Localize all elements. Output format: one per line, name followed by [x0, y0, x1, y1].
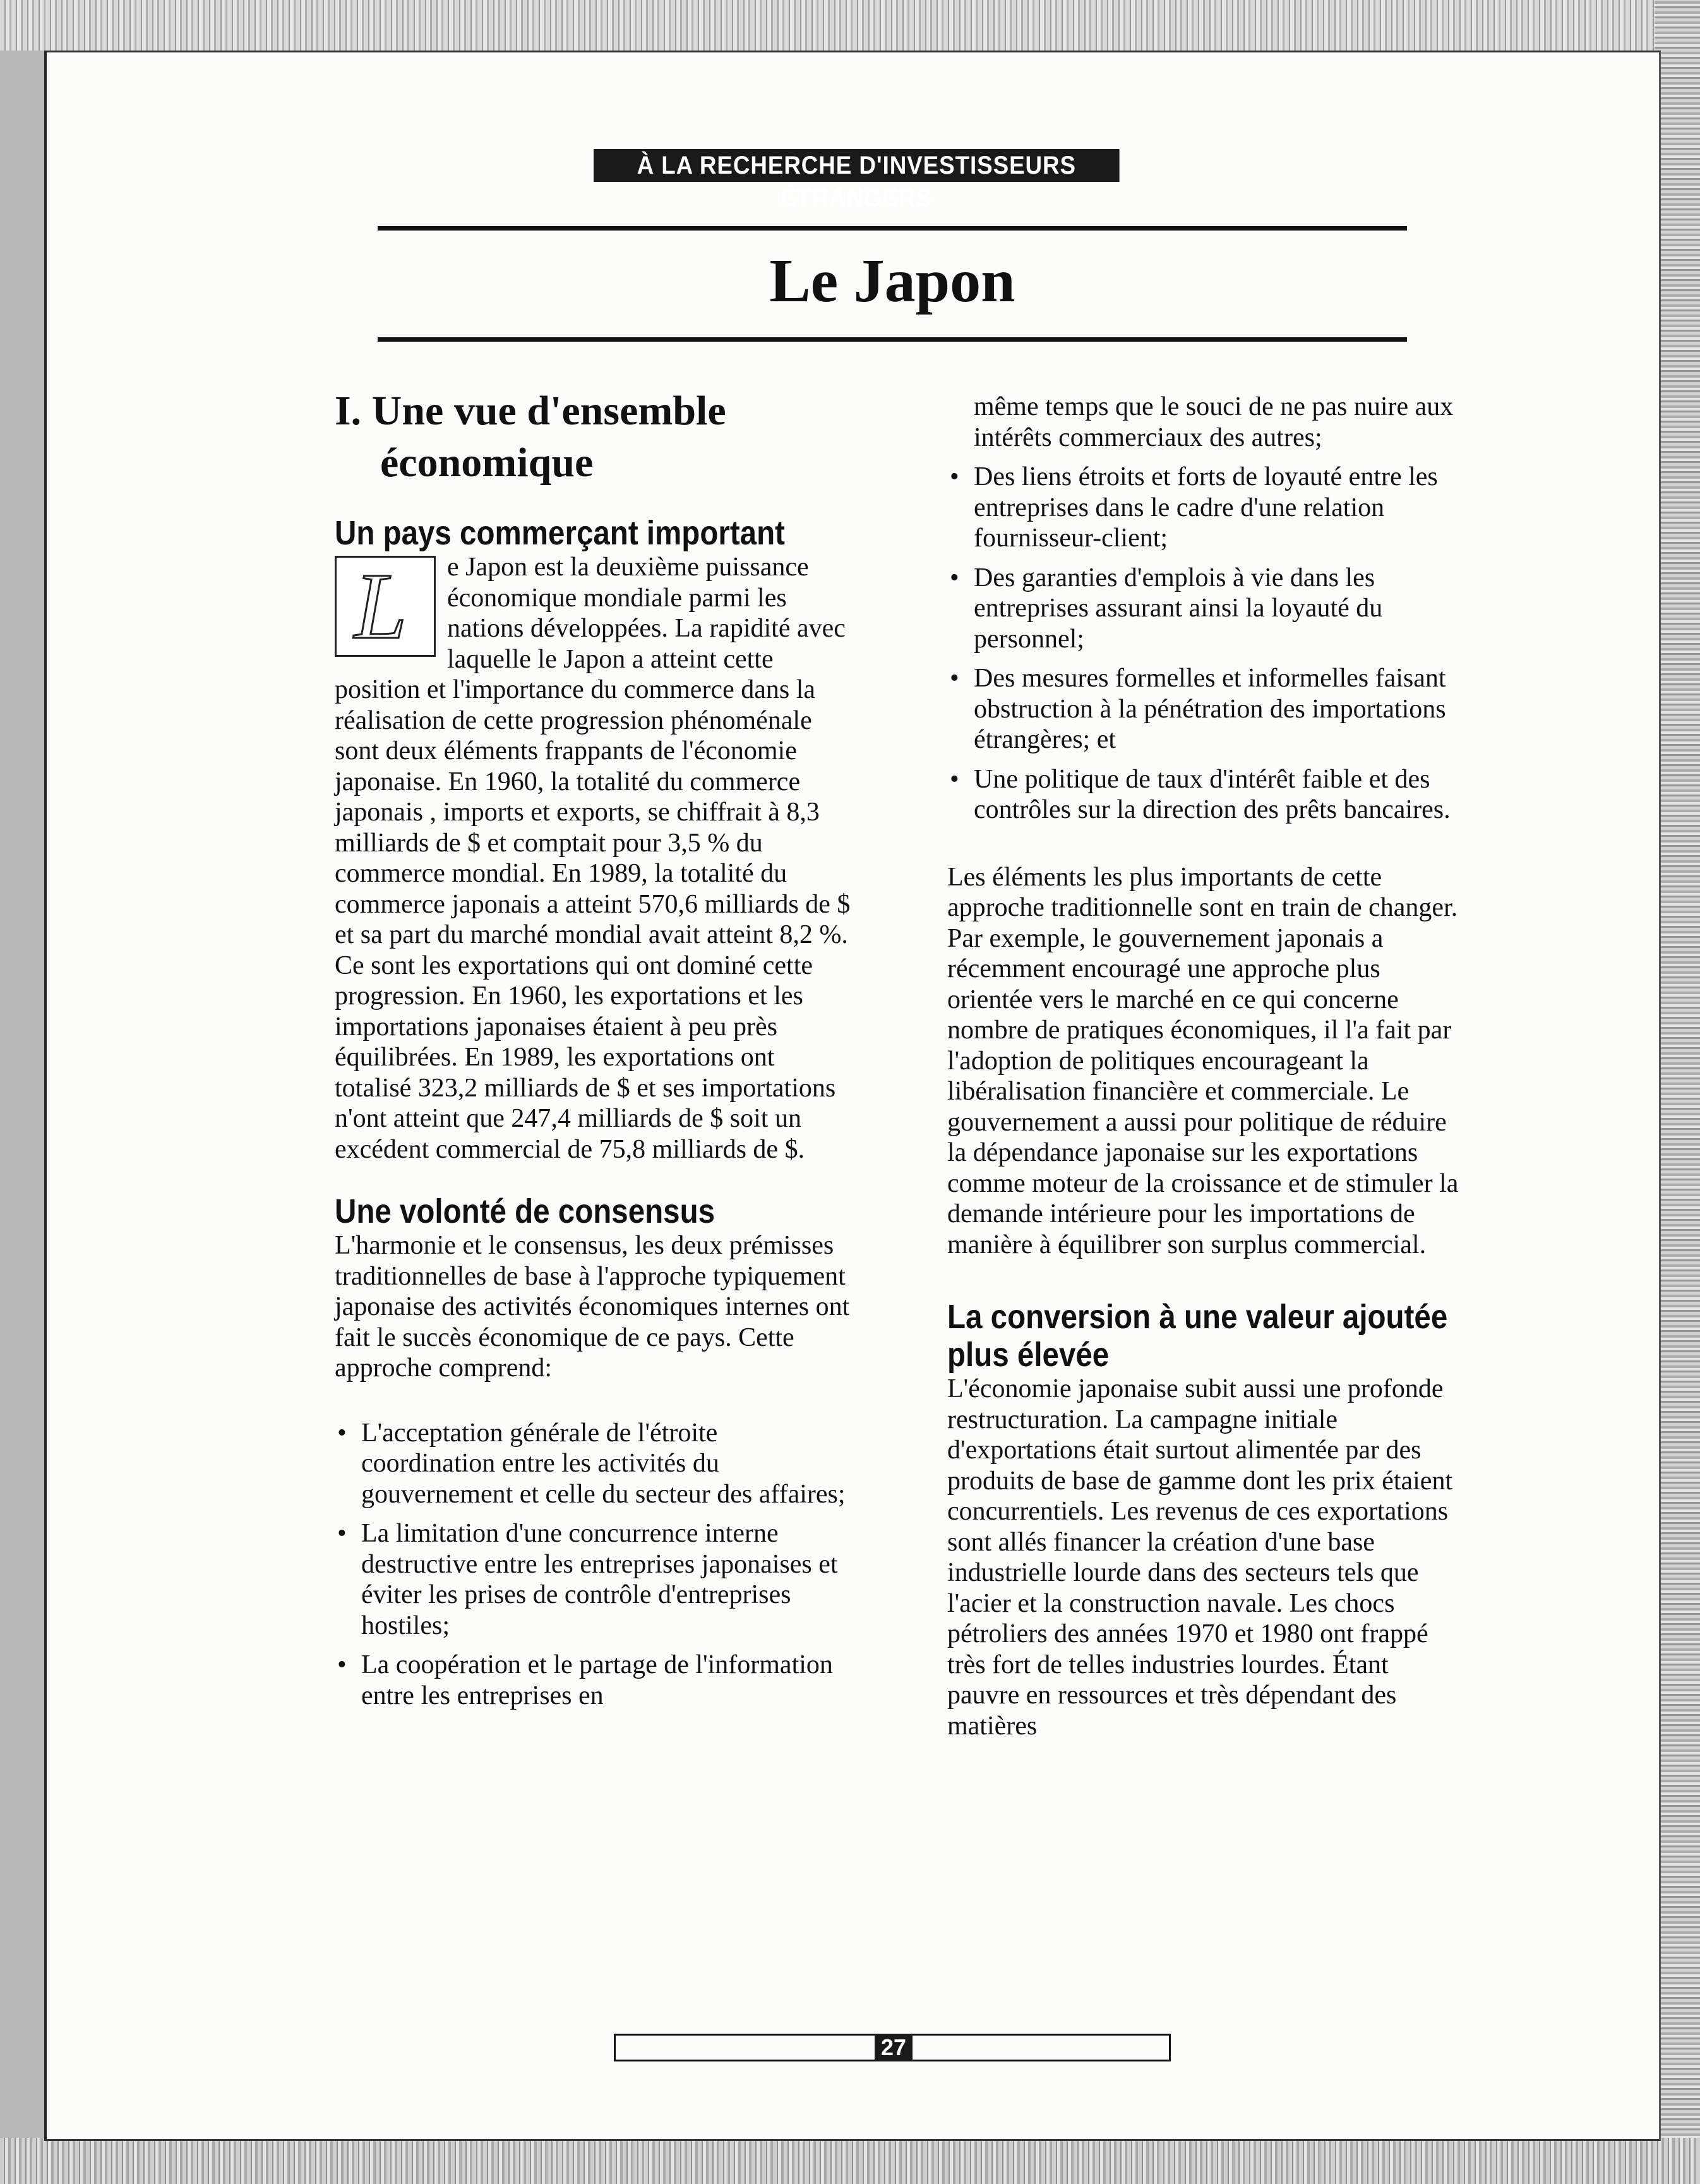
bullet-list-right — [947, 462, 1465, 825]
list-item: • La limitation d'une concurrence interne destructive entre les entreprises japonaises et éviter les prises de contrôle d'entreprises hostiles; — [335, 1518, 853, 1641]
list-item: • La coopération et le partage de l'information entre les entreprises en — [335, 1650, 853, 1711]
scan-noise-right — [1655, 0, 1700, 2184]
section-heading — [335, 385, 853, 489]
subheading-conversion: La conversion à une valeur ajoutée plus élevée — [947, 1298, 1448, 1374]
subheading-trade: Un pays commerçant important — [335, 514, 785, 552]
paragraph-consensus: L'harmonie et le consensus, les deux prémisses traditionnelles de base à l'approche typiquement japonaise des activités économiques internes ont fait le succès économique de ce pays. Cette approche comprend: — [335, 1231, 850, 1383]
dropcap-box — [335, 556, 436, 657]
paragraph-conversion: L'économie japonaise subit aussi une profonde restructuration. La campagne initiale d'exportations était surtout alimentée par des produits de base de gamme dont les prix étaient concurrentiels. Les revenus de ces exportations sont allés financer la création d'une base industrielle lourde dans des secteurs tels que l'acier et la construction navale. Les chocs pétroliers des années 1970 et 1980 ont frappé très fort de telles industries lourdes. Étant pauvre en ressources et très dépendant des matières — [947, 1374, 1453, 1741]
list-item: • L'acceptation générale de l'étroite coordination entre les activités du gouvernement et celle du secteur des affaires; — [335, 1418, 853, 1510]
paragraph-change: Les éléments les plus importants de cette approche traditionnelle sont en train de changer. Par exemple, le gouvernement japonais a récemment encouragé une approche plus orientée vers le marché en ce qui concerne nombre de pratiques économiques, il l'a fait par l'adoption de politiques encourageant la libéralisation financière et commerciale. Le gouvernement a aussi pour politique de réduire la dépendance japonaise sur les exportations comme moteur de la croissance et de stimuler la demande intérieure pour les importations de manière à équilibrer son surplus commercial. — [947, 862, 1459, 1259]
bullet-continuation: même temps que le souci de ne pas nuire aux intérêts commerciaux des autres; — [974, 392, 1454, 452]
section-heading-line1: I. Une vue d'ensemble — [335, 388, 726, 434]
page-number: 27 — [875, 2034, 913, 2061]
list-item: • Des mesures formelles et informelles faisant obstruction à la pénétration des importations étrangères; et — [947, 663, 1465, 755]
list-item: • Une politique de taux d'intérêt faible et des contrôles sur la direction des prêts bancaires. — [947, 764, 1465, 825]
paragraph-trade — [335, 552, 853, 1165]
section-heading-line2: économique — [380, 440, 594, 486]
paragraph-trade-text: e Japon est la deuxième puissance économique mondiale parmi les nations développées. La rapidité avec laquelle le Japon a atteint cette position et l'importance du commerce dans la réalisation de cette progression phénoménale sont deux éléments frappants de l'économie japonaise. En 1960, la totalité du commerce japonais , imports et exports, se chiffrait à 8,3 milliards de $ et comptait pour 3,5 % du commerce mondial. En 1989, la totalité du commerce japonais a atteint 570,6 milliards de $ et sa part du marché mondial avait atteint 8,2 %. Ce sont les exportations qui ont dominé cette progression. En 1960, les exportations et les importations japonaises étaient à peu près équilibrées. En 1989, les exportations ont totalisé 323,2 milliards de $ et ses importations n'ont atteint que 247,4 milliards de $ soit un excédent commercial de 75,8 milliards de $. — [335, 553, 851, 1164]
right-column — [947, 392, 1465, 1741]
running-header: À LA RECHERCHE D'INVESTISSEURS ÉTRANGERS — [594, 149, 1120, 182]
dropcap-letter: L — [354, 554, 407, 659]
title-rule-top — [378, 226, 1407, 231]
page-title: Le Japon — [769, 247, 1015, 315]
title-rule-bottom — [378, 337, 1407, 342]
left-column — [335, 385, 853, 1720]
scan-noise-bottom — [0, 2138, 1700, 2184]
list-item: • Des liens étroits et forts de loyauté entre les entreprises dans le cadre d'une relation fournisseur-client; — [947, 462, 1465, 554]
list-item: • Des garanties d'emplois à vie dans les entreprises assurant ainsi la loyauté du personnel; — [947, 563, 1465, 655]
bullet-list-left — [335, 1418, 853, 1712]
scan-noise-top — [0, 0, 1700, 51]
subheading-consensus: Une volonté de consensus — [335, 1192, 715, 1230]
